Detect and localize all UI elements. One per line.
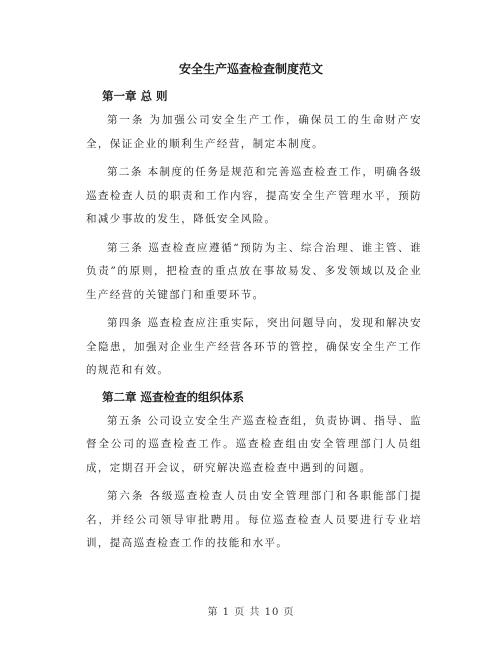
document-title: 安全生产巡查检查制度范文 — [178, 62, 323, 76]
chapter-heading: 第一章 总 则 — [102, 89, 168, 103]
page-number-footer: 第 1 页 共 10 页 — [207, 607, 295, 618]
chapter-2 — [86, 389, 422, 556]
article-paragraph: 第二条 本制度的任务是规范和完善巡查检查工作，明确各级巡查检查人员的职责和工作内容，提高安全生产管理水平，预防和减少事故的发生，降低安全风险。 — [86, 166, 422, 225]
chapter-1 — [86, 88, 422, 383]
article-paragraph: 第三条 巡查检查应遵循“预防为主、综合治理、谁主管、谁负责”的原则，把检查的重点放在事故易发、多发领域以及企业生产经营的关键部门和重要环节。 — [86, 241, 422, 301]
article-paragraph: 第六条 各级巡查检查人员由安全管理部门和各职能部门提名，并经公司领导审批聘用。每位巡查检查人员要进行专业培训，提高巡查检查工作的技能和水平。 — [86, 490, 422, 549]
article-paragraph: 第四条 巡查检查应注重实际，突出问题导向，发现和解决安全隐患，加强对企业生产经营各环节的管控，确保安全生产工作的规范和有效。 — [86, 317, 422, 376]
article-paragraph: 第一条 为加强公司安全生产工作，确保员工的生命财产安全，保证企业的顺利生产经营，制定本制度。 — [86, 114, 422, 150]
document-body — [86, 88, 422, 561]
chapter-heading: 第二章 巡查检查的组织体系 — [102, 389, 245, 404]
article-paragraph: 第五条 公司设立安全生产巡查检查组，负责协调、指导、监督全公司的巡查检查工作。巡查检查组由安全管理部门人员组成，定期召开会议，研究解决巡查检查中遇到的问题。 — [86, 414, 422, 474]
